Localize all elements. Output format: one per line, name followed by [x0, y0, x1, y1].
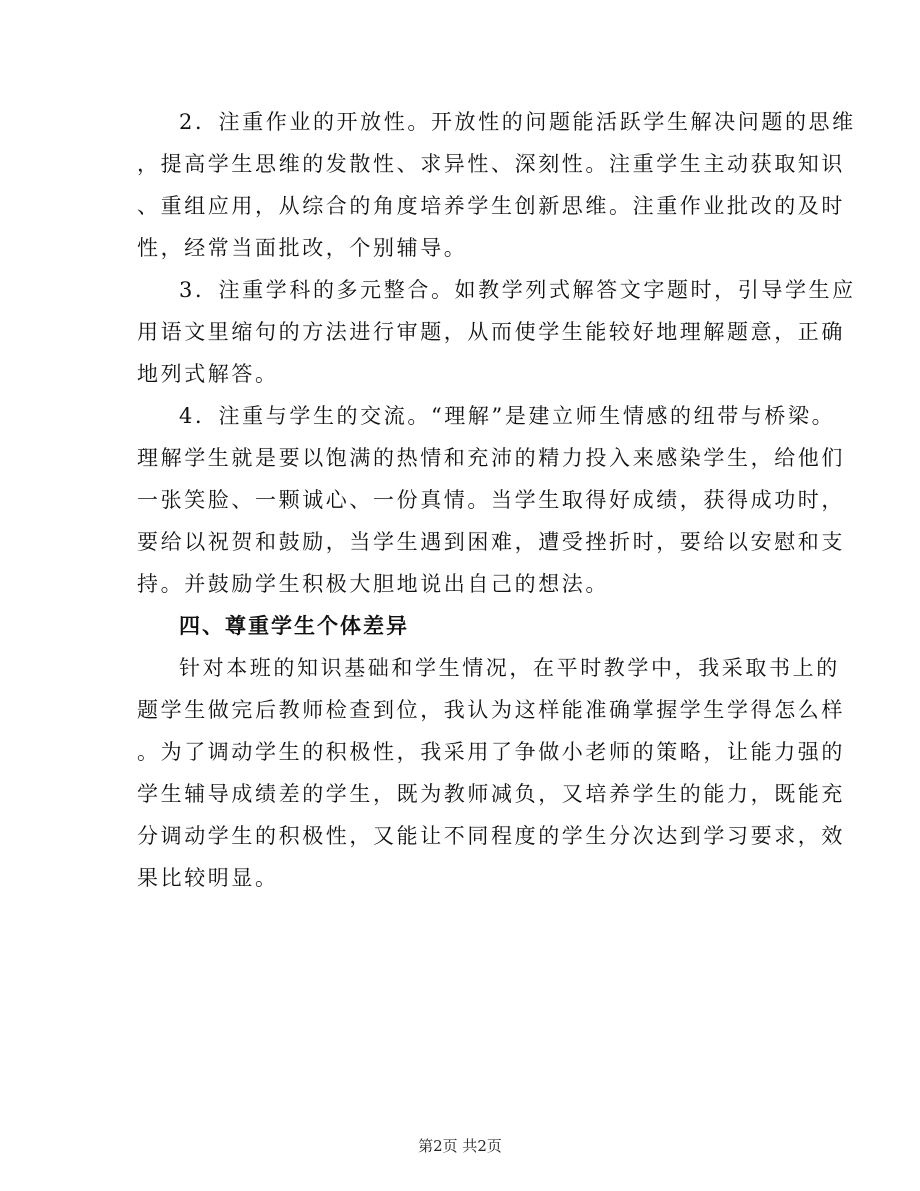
paragraph-5-line-2: 题学生做完后教师检查到位，我认为这样能准确掌握学生学得怎么样 — [137, 698, 845, 722]
paragraph-3-line-1: 3．注重学科的多元整合。如教学列式解答文字题时，引导学生应 — [179, 278, 856, 302]
paragraph-3-line-3: 地列式解答。 — [137, 362, 279, 386]
paragraph-5-line-6: 果比较明显。 — [137, 866, 279, 890]
paragraph-5-line-5: 分调动学生的积极性，又能让不同程度的学生分次达到学习要求，效 — [137, 824, 845, 848]
page-footer: 第2页 共2页 — [418, 1137, 502, 1155]
paragraph-4-line-4: 要给以祝贺和鼓励，当学生遇到困难，遭受挫折时，要给以安慰和支 — [137, 530, 845, 554]
paragraph-5-line-1: 针对本班的知识基础和学生情况，在平时教学中，我采取书上的 — [179, 656, 840, 680]
paragraph-2-line-4: 性，经常当面批改，个别辅导。 — [137, 236, 468, 260]
paragraph-4-line-5: 持。并鼓励学生积极大胆地说出自己的想法。 — [137, 572, 609, 596]
paragraph-4-line-3: 一张笑脸、一颗诚心、一份真情。当学生取得好成绩，获得成功时， — [137, 488, 845, 512]
paragraph-3-line-2: 用语文里缩句的方法进行审题，从而使学生能较好地理解题意，正确 — [137, 320, 845, 344]
section-heading: 四、尊重学生个体差异 — [179, 614, 409, 638]
paragraph-4-line-2: 理解学生就是要以饱满的热情和充沛的精力投入来感染学生，给他们 — [137, 446, 845, 470]
paragraph-2-line-3: 、重组应用，从综合的角度培养学生创新思维。注重作业批改的及时 — [137, 194, 845, 218]
paragraph-5-line-3: 。为了调动学生的积极性，我采用了争做小老师的策略，让能力强的 — [137, 740, 845, 764]
paragraph-2-line-2: ，提高学生思维的发散性、求异性、深刻性。注重学生主动获取知识 — [137, 152, 845, 176]
paragraph-5-line-4: 学生辅导成绩差的学生，既为教师减负，又培养学生的能力，既能充 — [137, 782, 845, 806]
paragraph-2-line-1: 2．注重作业的开放性。开放性的问题能活跃学生解决问题的思维 — [179, 110, 856, 134]
paragraph-4-line-1: 4．注重与学生的交流。“理解”是建立师生情感的纽带与桥梁。 — [179, 404, 836, 428]
